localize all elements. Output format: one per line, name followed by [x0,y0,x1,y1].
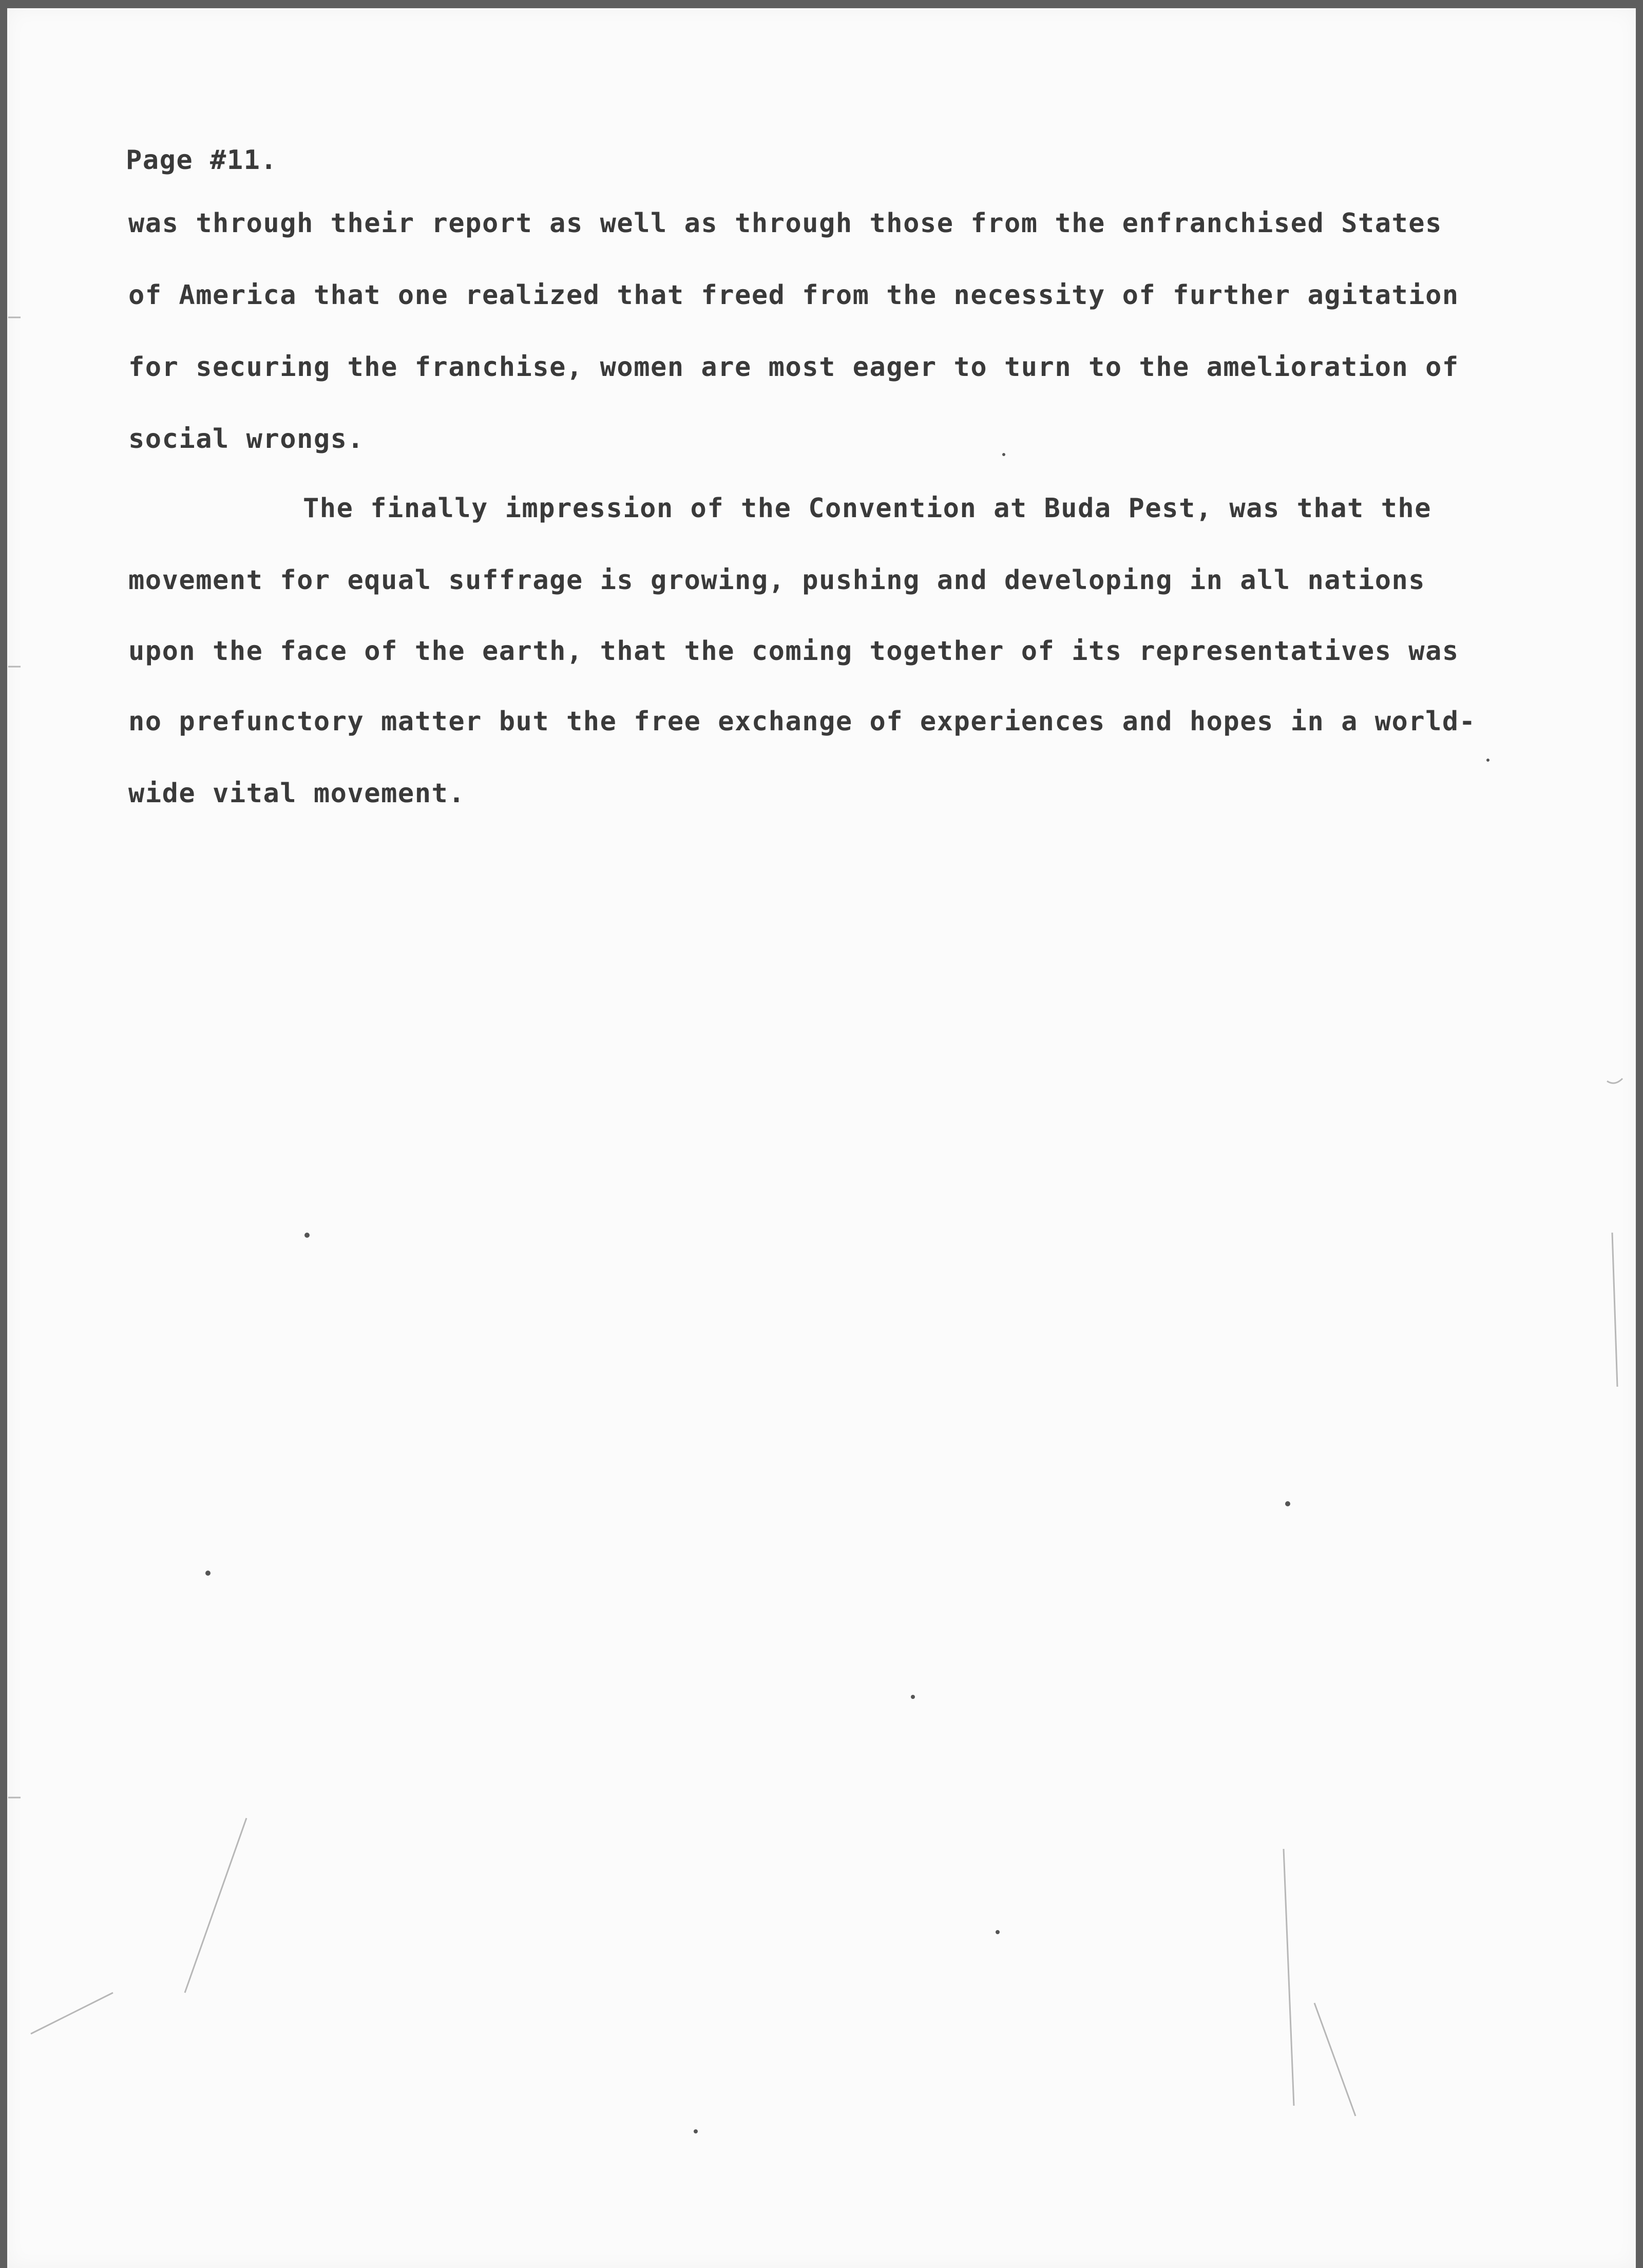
text-line-4: social wrongs. [128,424,365,455]
text-line-5-indented: The finally impression of the Convention at Buda Pest, was that the [303,493,1432,524]
speck [911,1695,915,1699]
speck [1486,759,1489,762]
scratch [185,1818,246,1993]
text-line-2: of America that one realized that freed from the necessity of further agitation [128,280,1459,311]
text-line-7: upon the face of the earth, that the coming together of its representatives was [128,636,1459,667]
speck [205,1571,211,1576]
speck [694,2129,698,2133]
text-line-8: no prefunctory matter but the free exchange of experiences and hopes in a world- [128,706,1476,737]
edge-mark [1607,1079,1622,1083]
speck [304,1233,310,1238]
text-line-3: for securing the franchise, women are most eager to turn to the amelioration of [128,352,1459,383]
text-line-6: movement for equal suffrage is growing, pushing and developing in all nations [128,565,1426,596]
scratch [1314,2003,1355,2116]
scratch [31,1993,113,2034]
speck [1002,453,1005,456]
text-line-1: was through their report as well as through those from the enfranchised States [128,208,1442,239]
scratch [1284,1849,1294,2106]
text-line-9: wide vital movement. [128,778,466,809]
speck [1285,1501,1290,1506]
page-header: Page #11. [126,145,278,176]
speck [996,1930,1000,1934]
scratch [1612,1233,1617,1387]
